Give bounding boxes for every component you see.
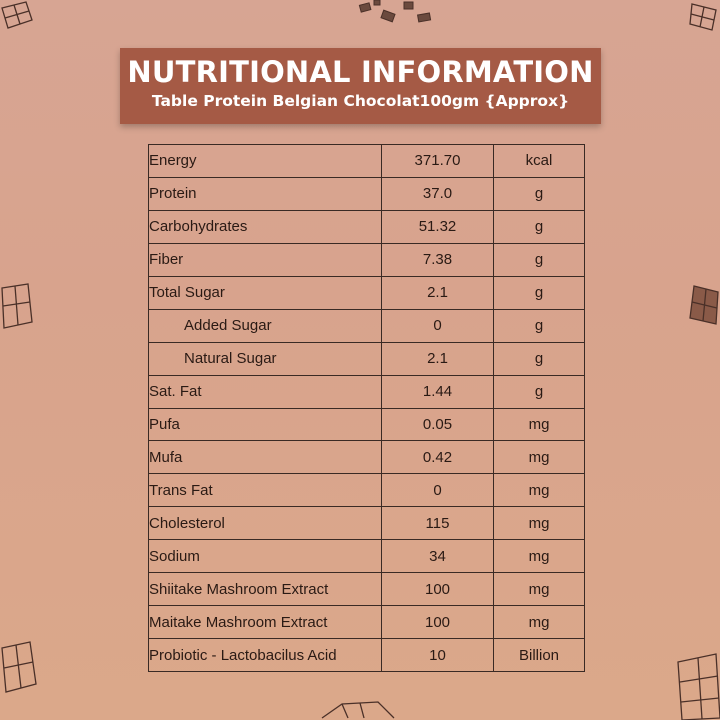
nutrient-unit: g <box>494 276 585 309</box>
product-subtitle: Table Protein Belgian Chocolat100gm {Approx} <box>151 92 570 110</box>
nutrient-unit: g <box>494 243 585 276</box>
nutrient-unit: kcal <box>494 145 585 178</box>
table-row <box>149 243 585 276</box>
nutrient-name: Total Sugar <box>149 276 382 309</box>
nutrition-table <box>148 144 585 672</box>
nutrient-name: Protein <box>149 177 382 210</box>
nutrient-value: 115 <box>382 507 494 540</box>
table-row <box>149 408 585 441</box>
nutrient-unit: mg <box>494 573 585 606</box>
title-banner <box>120 48 601 124</box>
nutrient-value: 0.05 <box>382 408 494 441</box>
nutrient-name: Sat. Fat <box>149 375 382 408</box>
nutrient-name: Sodium <box>149 540 382 573</box>
nutrient-name: Maitake Mashroom Extract <box>149 606 382 639</box>
nutrient-name: Added Sugar <box>149 309 382 342</box>
nutrient-value: 10 <box>382 639 494 672</box>
chocolate-bar-icon <box>0 640 40 700</box>
chocolate-bar-icon <box>688 282 720 330</box>
table-row <box>149 507 585 540</box>
nutrient-unit: g <box>494 210 585 243</box>
nutrient-value: 0 <box>382 474 494 507</box>
page-title: NUTRITIONAL INFORMATION <box>127 55 594 89</box>
nutrient-name: Shiitake Mashroom Extract <box>149 573 382 606</box>
nutrient-unit: g <box>494 309 585 342</box>
nutrient-unit: g <box>494 375 585 408</box>
nutrient-value: 371.70 <box>382 145 494 178</box>
nutrient-name: Mufa <box>149 441 382 474</box>
table-row <box>149 474 585 507</box>
nutrient-unit: mg <box>494 441 585 474</box>
nutrient-value: 100 <box>382 606 494 639</box>
nutrient-name: Cholesterol <box>149 507 382 540</box>
nutrient-name: Trans Fat <box>149 474 382 507</box>
nutrient-value: 37.0 <box>382 177 494 210</box>
nutrient-value: 34 <box>382 540 494 573</box>
nutrient-unit: mg <box>494 507 585 540</box>
table-row <box>149 276 585 309</box>
nutrient-name: Probiotic - Lactobacilus Acid <box>149 639 382 672</box>
table-row <box>149 145 585 178</box>
table-row <box>149 573 585 606</box>
nutrient-unit: mg <box>494 606 585 639</box>
chocolate-pieces-icon <box>352 0 442 28</box>
nutrient-name: Energy <box>149 145 382 178</box>
nutrient-value: 0 <box>382 309 494 342</box>
nutrient-name: Natural Sugar <box>149 342 382 375</box>
nutrient-name: Pufa <box>149 408 382 441</box>
table-row <box>149 540 585 573</box>
nutrient-unit: mg <box>494 408 585 441</box>
nutrient-unit: g <box>494 177 585 210</box>
nutrient-unit: Billion <box>494 639 585 672</box>
chocolate-bar-icon <box>0 282 34 332</box>
table-row <box>149 177 585 210</box>
nutrient-unit: g <box>494 342 585 375</box>
table-row <box>149 375 585 408</box>
nutrient-unit: mg <box>494 474 585 507</box>
chocolate-bar-icon <box>0 0 36 32</box>
table-row <box>149 342 585 375</box>
nutrient-value: 2.1 <box>382 342 494 375</box>
table-row <box>149 309 585 342</box>
nutrient-name: Carbohydrates <box>149 210 382 243</box>
nutrient-unit: mg <box>494 540 585 573</box>
nutrient-value: 0.42 <box>382 441 494 474</box>
nutrient-name: Fiber <box>149 243 382 276</box>
nutrient-value: 7.38 <box>382 243 494 276</box>
nutrient-value: 100 <box>382 573 494 606</box>
chocolate-bar-icon <box>688 0 720 34</box>
table-row <box>149 441 585 474</box>
table-row <box>149 639 585 672</box>
nutrient-value: 1.44 <box>382 375 494 408</box>
chocolate-bar-icon <box>318 696 398 720</box>
chocolate-bar-icon <box>672 652 720 720</box>
nutrient-value: 2.1 <box>382 276 494 309</box>
table-row <box>149 210 585 243</box>
table-row <box>149 606 585 639</box>
nutrient-value: 51.32 <box>382 210 494 243</box>
